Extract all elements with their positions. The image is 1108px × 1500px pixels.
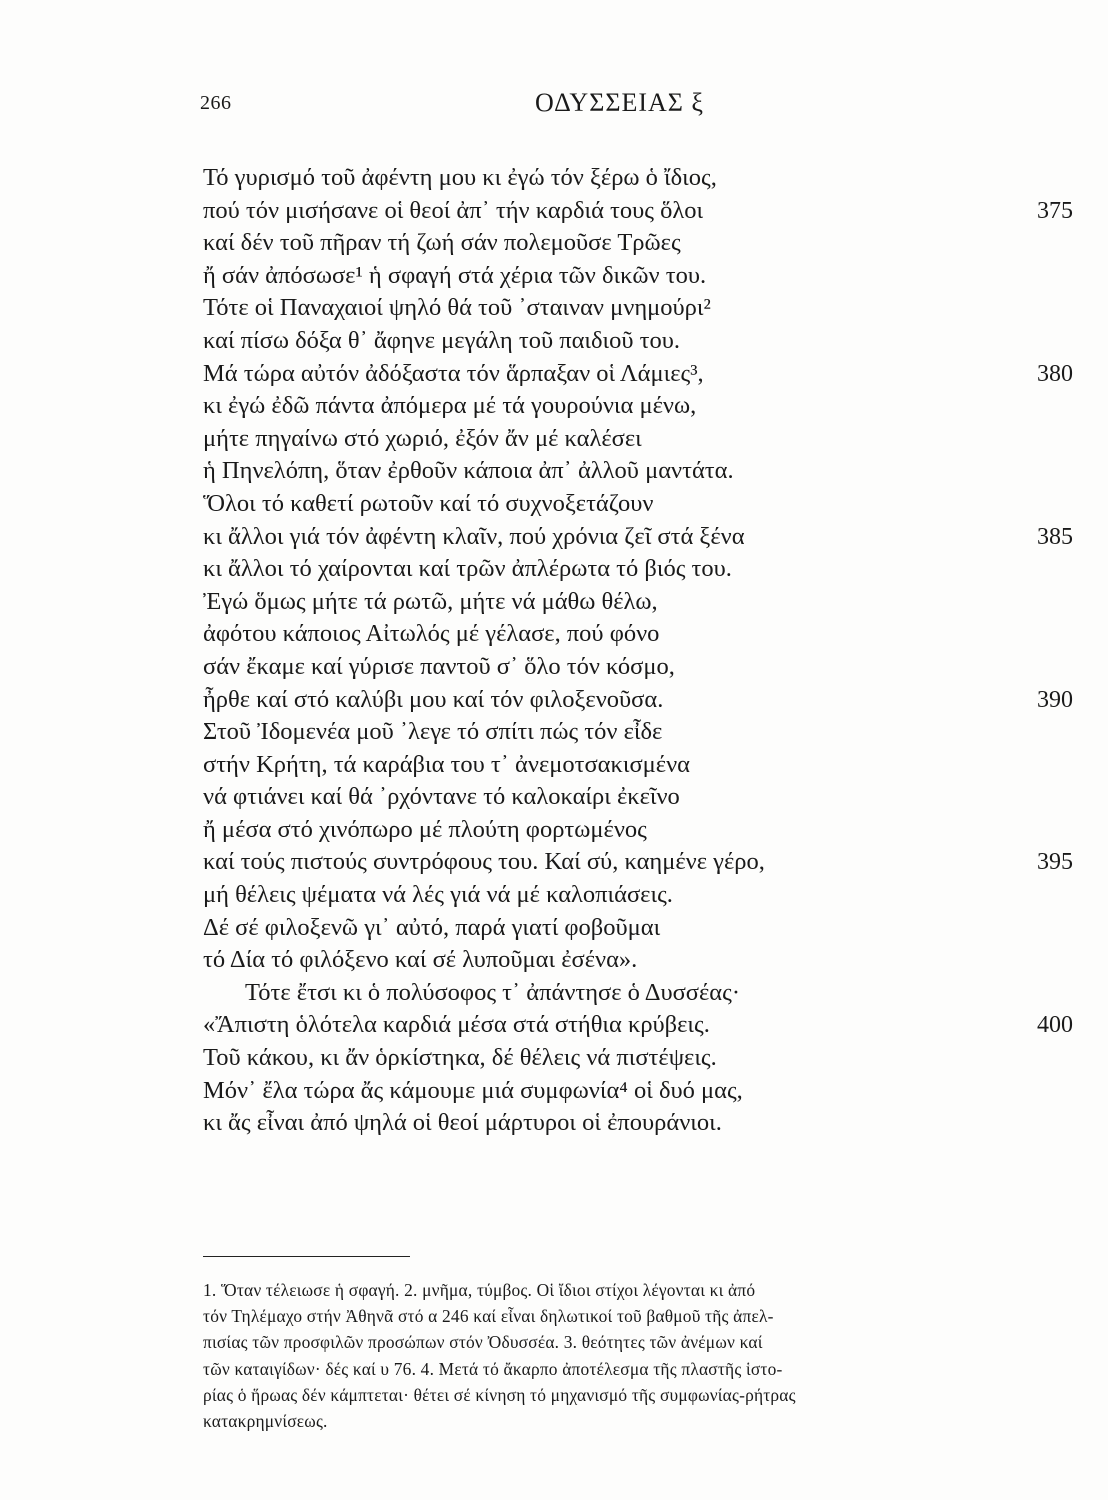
verse-text: Τότε οἱ Παναχαιοί ψηλό θά τοῦ ᾽σταιναν μνημούρι² — [203, 294, 711, 322]
page-number: 266 — [200, 92, 232, 114]
footnote-line: πισίας τῶν προσφιλῶν προσώπων στόν Ὀδυσσέα. 3. θεότητες τῶν ἀνέμων καί — [203, 1332, 763, 1353]
verse-text: κι ἐγώ ἐδῶ πάντα ἀπόμερα μέ τά γουρούνια μένω, — [203, 392, 697, 420]
verse-text: Ἐγώ ὅμως μήτε τά ρωτῶ, μήτε νά μάθω θέλω, — [203, 587, 658, 615]
verse-line — [203, 1107, 1073, 1140]
verse-line — [203, 455, 1073, 488]
verse-text: καί πίσω δόξα θ᾿ ἄφηνε μεγάλη τοῦ παιδιοῦ του. — [203, 326, 680, 354]
verse-block — [203, 162, 1073, 1140]
verse-line — [203, 325, 1073, 358]
verse-text: πού τόν μισήσανε οἱ θεοί ἀπ᾿ τήν καρδιά τους ὅλοι — [203, 196, 704, 224]
verse-text: ἀφότου κάποιος Αἰτωλός μέ γέλασε, πού φόνο — [203, 620, 660, 648]
verse-text: κι ἄλλοι γιά τόν ἀφέντη κλαῖν, πού χρόνια ζεῖ στά ξένα — [203, 522, 745, 550]
verse-line — [203, 716, 1073, 749]
verse-text: ἤ μέσα στό χινόπωρο μέ πλούτη φορτωμένος — [203, 815, 647, 843]
verse-text: Τοῦ κάκου, κι ἄν ὁρκίστηκα, δέ θέλεις νά πιστέψεις. — [203, 1044, 717, 1072]
verse-line — [203, 488, 1073, 521]
verse-text: Τό γυρισμό τοῦ ἀφέντη μου κι ἐγώ τόν ξέρω ὁ ἴδιος, — [203, 164, 717, 191]
verse-line — [203, 162, 1073, 195]
verse-line — [203, 553, 1073, 586]
verse-line — [203, 912, 1073, 945]
footnote-line: τῶν καταιγίδων· δές καί υ 76. 4. Μετά τό ἄκαρπο ἀποτέλεσμα τῆς πλαστῆς ἱστο- — [203, 1358, 783, 1379]
verse-line — [203, 684, 1073, 717]
verse-line — [203, 521, 1073, 554]
verse-text: Ὅλοι τό καθετί ρωτοῦν καί τό συχνοξετάζουν — [203, 489, 654, 517]
verse-text: ἦρθε καί στό καλύβι μου καί τόν φιλοξενοῦσα. — [203, 685, 664, 713]
verse-line — [203, 879, 1073, 912]
footnote-line: τόν Τηλέμαχο στήν Ἀθηνᾶ στό α 246 καί εἶναι δηλωτικοί τοῦ βαθμοῦ τῆς ἀπελ- — [203, 1306, 774, 1327]
footnote-line: ρίας ὁ ἥρωας δέν κάμπτεται· θέτει σέ κίνηση τό μηχανισμό τῆς συμφωνίας-ρήτρας — [203, 1384, 796, 1405]
verse-line — [203, 618, 1073, 651]
verse-text: μήτε πηγαίνω στό χωριό, ἐξόν ἄν μέ καλέσει — [203, 424, 642, 452]
verse-line — [203, 846, 1073, 879]
verse-text: ἤ σάν ἀπόσωσε¹ ἡ σφαγή στά χέρια τῶν δικῶν του. — [203, 261, 707, 289]
verse-text: Τότε ἔτσι κι ὁ πολύσοφος τ᾿ ἀπάντησε ὁ Δυσσέας· — [245, 978, 740, 1006]
verse-line — [203, 749, 1073, 782]
line-number: 380 — [1037, 360, 1073, 387]
verse-text: νά φτιάνει καί θά ᾽ρχόντανε τό καλοκαίρι ἐκεῖνο — [203, 783, 680, 811]
line-number: 390 — [1037, 686, 1073, 713]
verse-line — [203, 977, 1073, 1010]
line-number: 400 — [1037, 1012, 1073, 1039]
line-number: 385 — [1037, 523, 1073, 550]
verse-text: «Ἄπιστη ὁλότελα καρδιά μέσα στά στήθια κρύβεις. — [203, 1011, 710, 1039]
verse-line — [203, 586, 1073, 619]
verse-text: κι ἄλλοι τό χαίρονται καί τρῶν ἀπλέρωτα τό βιός του. — [203, 555, 732, 583]
verse-line — [203, 651, 1073, 684]
verse-text: Μόν᾿ ἔλα τώρα ἄς κάμουμε μιά συμφωνία⁴ οἱ δυό μας, — [203, 1076, 743, 1104]
verse-line — [203, 1075, 1073, 1108]
line-number: 395 — [1037, 849, 1073, 876]
verse-text: τό Δία τό φιλόξενο καί σέ λυποῦμαι ἐσένα». — [203, 946, 638, 974]
line-number: 375 — [1037, 197, 1073, 224]
verse-line — [203, 423, 1073, 456]
verse-line — [203, 195, 1073, 228]
verse-text: ἡ Πηνελόπη, ὅταν ἐρθοῦν κάποια ἀπ᾿ ἀλλοῦ μαντάτα. — [203, 457, 734, 485]
verse-text: Μά τώρα αὐτόν ἀδόξαστα τόν ἅρπαξαν οἱ Λάμιες³, — [203, 359, 704, 387]
verse-text: Δέ σέ φιλοξενῶ γι᾿ αὐτό, παρά γιατί φοβοῦμαι — [203, 913, 661, 941]
verse-text: καί δέν τοῦ πῆραν τή ζωή σάν πολεμοῦσε Τρῶες — [203, 229, 681, 257]
footnote-line: 1. Ὅταν τέλειωσε ἡ σφαγή. 2. μνῆμα, τύμβος. Οἱ ἴδιοι στίχοι λέγονται κι ἀπό — [203, 1280, 756, 1300]
verse-line — [203, 390, 1073, 423]
verse-text: Στοῦ Ἰδομενέα μοῦ ᾽λεγε τό σπίτι πώς τόν εἶδε — [203, 718, 663, 746]
verse-line — [203, 260, 1073, 293]
footnote-line: κατακρημνίσεως. — [203, 1410, 328, 1431]
verse-text: καί τούς πιστούς συντρόφους του. Καί σύ, καημένε γέρο, — [203, 848, 765, 876]
page-header — [200, 88, 940, 128]
verse-text: σάν ἔκαμε καί γύρισε παντοῦ σ᾿ ὅλο τόν κόσμο, — [203, 652, 675, 680]
verse-line — [203, 358, 1073, 391]
verse-line — [203, 781, 1073, 814]
verse-text: στήν Κρήτη, τά καράβια του τ᾿ ἀνεμοτσακισμένα — [203, 750, 690, 778]
verse-line — [203, 227, 1073, 260]
verse-line — [203, 814, 1073, 847]
verse-line — [203, 292, 1073, 325]
verse-line — [203, 1042, 1073, 1075]
running-title: ΟΔΥΣΣΕΙΑΣ ξ — [535, 88, 705, 117]
footnote-rule — [203, 1256, 410, 1257]
verse-line — [203, 1009, 1073, 1042]
verse-text: μή θέλεις ψέματα νά λές γιά νά μέ καλοπιάσεις. — [203, 881, 673, 909]
footnotes — [203, 1277, 1039, 1434]
verse-text: κι ἄς εἶναι ἀπό ψηλά οἱ θεοί μάρτυροι οἱ ἐπουράνιοι. — [203, 1109, 722, 1137]
verse-line — [203, 944, 1073, 977]
